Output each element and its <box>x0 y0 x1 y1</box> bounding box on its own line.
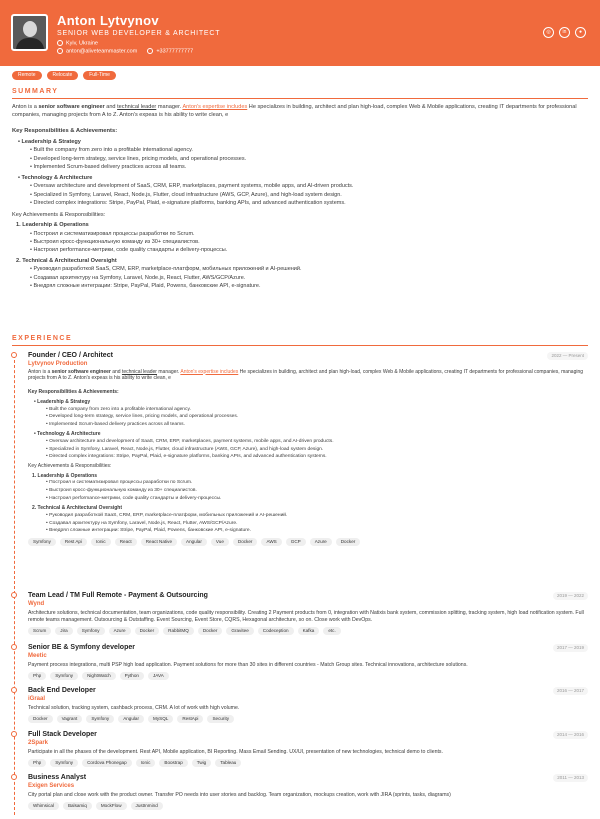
skill-chip: Codeception <box>258 627 294 635</box>
job-title: Team Lead / TM Full Remote - Payment & Outsourcing <box>28 592 208 599</box>
job-title: Back End Developer <box>28 687 96 694</box>
skill-chip: Symfony <box>86 715 114 723</box>
job-entry: Founder / CEO / Architect Lytvynov Production 2022 — Present Anton is a senior software engineer and technical leader manager. Anton's expertise includes He specializes in building, architect and plan high-load, complex Web & Mobile applications, creating IT departments for professional companies, managing projects from A to Z. Anton's expeas is his ability to write clean, e Key Responsibilities & Achievements: • Leadership & Strategy • Built the company from zero into a profitable international agency. • Developed long-term strategy, service lines, pricing models, and operational processes. • Implemented Scrum-based delivery practices across all teams. • Technology & Architecture • Oversaw architecture and development of SaaS, CRM, ERP, marketplaces, payment systems, mobile apps, and AI-driven products. • Specialized in Symfony, Laravel, React, Node.js, Flutter, cloud infrastructure (AWS, GCP, Azure), and high-load system design. • Directed complex integrations: Stripe, PayPal, Plaid, e-signature platforms, banking APIs, and advanced authentication systems. Key Achievements & Responsibilities: 1. Leadership & Operations • Построил и систематизировал процессы разработки по Scrum. • Выстроил кросс-функциональную команду из 30+ специалистов. • Настроил performance-метрики, code quality стандарты и delivery-процессы. 2. Technical & Architectural Oversight • Руководил разработкой SaaS, CRM, ERP, marketplace-платформ, мобильных приложений и AI-решений. • Создавал архитектуру на Symfony, Laravel, Node.js, React, Flutter, AWS/GCP/Azure. • Внедрял сложные интеграции: Stripe, PayPal, Plaid, Powens, банковские API, e-signature. Symfony Rest Api Ionic React React Native Angular Vue Docker AWS GCP Azure Docker <box>28 351 588 546</box>
skill-chips <box>28 538 588 546</box>
tag-full-time: Full-Time <box>83 71 116 80</box>
skill-chip: Whimsical <box>28 802 59 810</box>
responsibilities-title: Key Responsibilities & Achievements: <box>12 128 118 135</box>
experience-heading: EXPERIENCE <box>12 334 588 346</box>
skill-chips <box>28 802 588 810</box>
timeline-dot <box>11 774 17 780</box>
job-description: Payment process integrations, multi PSP high load application. Payment solutions for more than 30 sites in different countries - Match Group sites. Technical innovations, architecture solutions. <box>28 661 468 668</box>
job-company: Wynd <box>28 601 45 608</box>
skill-chip: MySQL <box>148 715 173 723</box>
social-links <box>543 27 586 38</box>
job-entry <box>28 643 588 680</box>
skill-chip: Docker <box>233 538 258 546</box>
skill-chip: Symfony <box>28 538 56 546</box>
skill-chip: JAVA <box>148 672 169 680</box>
skill-chip: Docker <box>198 627 223 635</box>
skill-chip: Gravitee <box>226 627 253 635</box>
summary-intro: Anton is a senior software engineer and technical leader manager. Anton's expertise includes He specializes in building, architect and plan high-load, complex Web & Mobile applications, creating IT departments for professional companies, managing projects from A to Z. Anton's expeas is his ability to write clean, e <box>12 104 577 118</box>
list-item: • Developed long-term strategy, service lines, pricing models, and operational processes. <box>30 156 588 163</box>
skill-chip: Docker <box>28 715 53 723</box>
job-entry <box>28 591 588 635</box>
list-item: • Implemented Scrum-based delivery practices across all teams. <box>30 164 588 171</box>
list-item: • Directed complex integrations: Stripe, PayPal, Plaid, e-signature platforms, banking APIs, and advanced authentication systems. <box>30 200 588 207</box>
skill-chip: Jira <box>55 627 72 635</box>
skill-chip: Angular <box>181 538 207 546</box>
job-entry <box>28 686 588 723</box>
list-item: • Built the company from zero into a profitable international agency. <box>30 147 588 154</box>
job-dates: 2011 — 2013 <box>553 774 588 782</box>
skill-chip: React <box>115 538 137 546</box>
email-link[interactable]: anton@aliveteammaster.com <box>57 48 137 56</box>
job-company: iGraal <box>28 696 46 703</box>
skill-chip: RestApi <box>177 715 203 723</box>
job-dates: 2016 — 2017 <box>553 687 588 695</box>
skill-chip: MockFlow <box>96 802 127 810</box>
skill-chips <box>28 759 588 767</box>
skill-chip: Docker <box>135 627 160 635</box>
skill-chip: RabbitMQ <box>163 627 194 635</box>
job-description: City portal plan and close work with the product owner. Transfer PO needs into user stories and backlog. Team organization, mockups creation, work with JIRA (sprints, tasks, diagrams) <box>28 791 451 798</box>
timeline-dot <box>11 644 17 650</box>
list-item: • Настроил performance-метрики, code quality стандарты и delivery-процессы. <box>30 247 588 254</box>
job-title: Senior BE & Symfony developer <box>28 644 135 651</box>
skill-chip: Security <box>207 715 234 723</box>
skill-chip: Docker <box>336 538 361 546</box>
timeline-line <box>14 355 15 815</box>
skill-chip: Symfony <box>50 759 78 767</box>
achievements-title: Key Achievements & Responsibilities: <box>12 211 106 218</box>
skill-chip: Vue <box>211 538 229 546</box>
skill-chip: AWS <box>261 538 281 546</box>
skill-chip: etc. <box>323 627 340 635</box>
phone-icon <box>147 48 153 54</box>
skill-chip: Kafka <box>298 627 320 635</box>
job-entry <box>28 730 588 767</box>
job-dates: 2017 — 2019 <box>553 644 588 652</box>
timeline-dot <box>11 731 17 737</box>
candidate-name: Anton Lytvynov <box>57 13 159 28</box>
numbered-group-title: 2. Technical & Architectural Oversight <box>16 257 117 264</box>
skill-chip: Boostrap <box>159 759 187 767</box>
skill-chip: Scrum <box>28 627 51 635</box>
list-item: • Создавал архитектуру на Symfony, Laravel, Node.js, React, Flutter, AWS/GCP/Azure. <box>30 275 588 282</box>
github-icon[interactable]: ● <box>575 27 586 38</box>
job-title: Business Analyst <box>28 774 87 781</box>
list-item: • Specialized in Symfony, Laravel, React, Node.js, Flutter, cloud infrastructure (AWS, GCP, Azure), and high-load system design. <box>30 192 588 199</box>
skill-chips <box>28 715 588 723</box>
group-title: • Technology & Architecture <box>18 175 588 183</box>
skill-chip: Twig <box>192 759 211 767</box>
job-description: Participate in all the phases of the development. Rest API, Mobile application, BI Reporting. Mass Email Sending. UX/UI, presentation of new technologies, technical demo to clients. <box>28 748 443 755</box>
skill-chips <box>28 672 588 680</box>
timeline-dot <box>11 352 17 358</box>
skill-chip: Ionic <box>136 759 156 767</box>
skill-chip: JustInmind <box>131 802 163 810</box>
numbered-group-title: 1. Leadership & Operations <box>16 222 89 229</box>
job-intro: Anton is a senior software engineer and technical leader manager. Anton's expertise includes He specializes in building, architect and plan high-load, complex Web & Mobile applications, creating IT departments for professional companies, managing projects from A to Z. Anton's expeas is his ability to write clean, e <box>28 368 584 382</box>
job-entry <box>28 773 588 810</box>
summary-heading: SUMMARY <box>12 87 588 99</box>
skill-chip: React Native <box>141 538 177 546</box>
tag-remote: Remote <box>12 71 42 80</box>
tag-list <box>12 71 116 80</box>
header <box>0 0 600 66</box>
job-company: Exigen Services <box>28 783 75 790</box>
list-item: • Oversaw architecture and development of SaaS, CRM, ERP, marketplaces, payment systems, mobile apps, and AI-driven products. <box>30 183 588 190</box>
job-company: Lytvynov Production <box>28 361 88 368</box>
skill-chip: Symfony <box>50 672 78 680</box>
summary-section <box>12 104 588 292</box>
skill-chips <box>28 627 588 635</box>
skill-chip: Php <box>28 759 46 767</box>
job-description: Technical solution, tracking system, cashback process, CRM. A lot of work with high volume. <box>28 704 240 711</box>
skill-chip: Cordova Phonegap <box>82 759 132 767</box>
list-item: • Построил и систематизировал процессы разработки по Scrum. <box>30 231 588 238</box>
skill-chip: GCP <box>286 538 306 546</box>
job-title: Founder / CEO / Architect <box>28 352 113 359</box>
job-title: Full Stack Developer <box>28 731 97 738</box>
linkedin-icon[interactable]: in <box>559 27 570 38</box>
skill-chip: Php <box>28 672 46 680</box>
globe-icon[interactable]: ◎ <box>543 27 554 38</box>
candidate-role: SENIOR WEB DEVELOPER & ARCHITECT <box>57 30 221 37</box>
list-item: • Выстроил кросс-функциональную команду из 30+ специалистов. <box>30 239 588 246</box>
location-line: Kyiv, Ukraine <box>57 40 98 48</box>
job-dates: 2014 — 2016 <box>553 731 588 739</box>
mail-icon <box>57 48 63 54</box>
skill-chip: Balsamiq <box>63 802 92 810</box>
job-company: Meetic <box>28 653 47 660</box>
job-dates: 2019 — 2022 <box>553 592 588 600</box>
location-icon <box>57 40 63 46</box>
list-item: • Внедрял сложные интеграции: Stripe, PayPal, Plaid, Powens, банковские API, e-signature. <box>30 283 588 290</box>
skill-chip: Angular <box>118 715 144 723</box>
skill-chip: NightWatch <box>82 672 116 680</box>
skill-chip: Python <box>120 672 144 680</box>
skill-chip: Azure <box>109 627 131 635</box>
tag-relocate: Relocate <box>47 71 79 80</box>
job-company: 2Spark <box>28 740 49 747</box>
skill-chip: Tableau <box>215 759 241 767</box>
skill-chip: Azure <box>310 538 332 546</box>
skill-chip: Symfony <box>77 627 105 635</box>
job-dates: 2022 — Present <box>547 352 588 360</box>
avatar <box>11 14 48 51</box>
contact-line <box>57 48 193 56</box>
skill-chip: Rest Api <box>60 538 87 546</box>
phone-link[interactable]: +33777777777 <box>147 48 193 56</box>
skill-chip: Ionic <box>91 538 111 546</box>
timeline-dot <box>11 687 17 693</box>
expertise-link[interactable]: Anton's expertise includes <box>182 104 248 110</box>
job-description: Architecture solutions, technical documentation, team organizations, code quality responsibility. Creating 2 Payment products from 0, integration with Natixis bank system, commission splitting, tracking system, high load notification system. Full remote teams management. Outsourcing & Outstaffing. Event Sourcing, Event Store, CQRS, Hexagonal architecture, so on. Close work with DevOps. <box>28 609 584 623</box>
skill-chip: Vagrant <box>57 715 83 723</box>
group-title: • Leadership & Strategy <box>18 139 588 147</box>
timeline-dot <box>11 592 17 598</box>
list-item: • Руководил разработкой SaaS, CRM, ERP, marketplace-платформ, мобильных приложений и AI-решений. <box>30 266 588 273</box>
summary-groups <box>12 139 588 208</box>
